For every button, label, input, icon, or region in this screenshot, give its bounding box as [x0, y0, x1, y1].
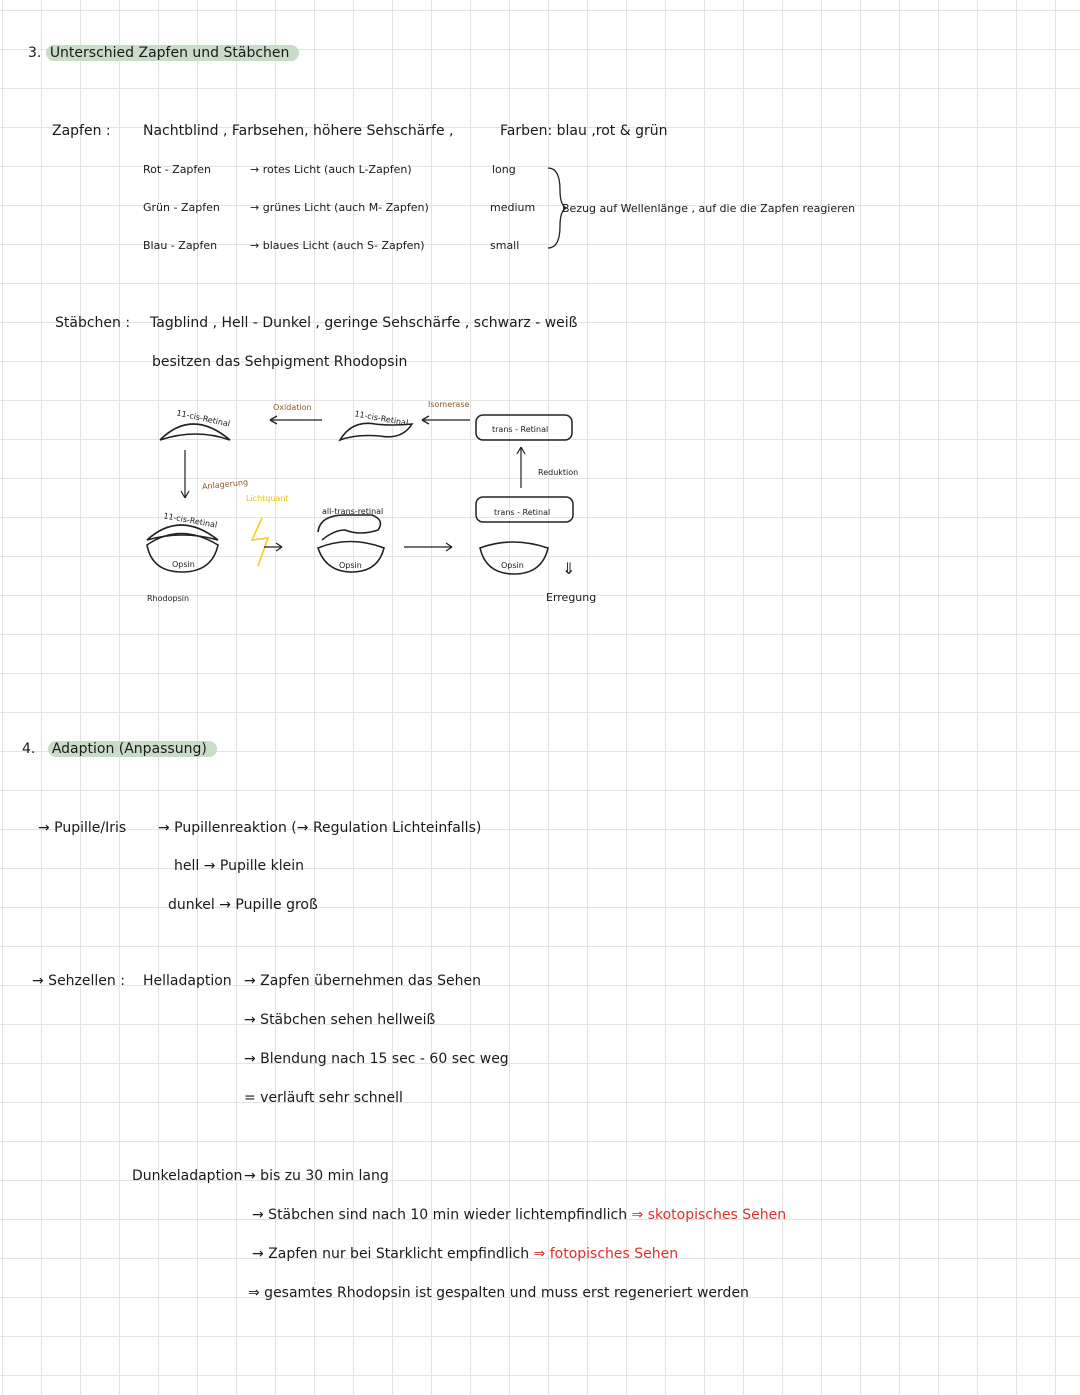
oxidation-label: Oxidation [273, 403, 312, 412]
zapfen-summary: Nachtblind , Farbsehen, höhere Sehschärfe , [143, 123, 454, 139]
blau-zapfen-size: small [490, 239, 520, 252]
cis-retinal-label-2: 11-cis-Retinal [353, 409, 409, 428]
rot-zapfen-name: Rot - Zapfen [143, 163, 212, 176]
blau-zapfen-name: Blau - Zapfen [143, 239, 218, 252]
opsin-label-2: Opsin [339, 561, 362, 570]
cis-retinal-label-3: 11-cis-Retinal [162, 511, 218, 530]
dunkel-line-3 [252, 1245, 678, 1263]
pupillenreaktion: → Pupillenreaktion (→ Regulation Lichteinfalls) [158, 820, 482, 836]
dunkel-line-1: → bis zu 30 min lang [244, 1168, 389, 1184]
fotopisch-text: ⇒ fotopisches Sehen [533, 1246, 679, 1262]
section-4-number: 4. [22, 741, 36, 757]
lichtquant-bolt [252, 518, 268, 566]
zapfen-label: Zapfen : [52, 123, 111, 139]
section-3-number: 3. [28, 45, 42, 61]
blau-zapfen-desc: → blaues Licht (auch S- Zapfen) [250, 239, 425, 252]
hell-line-2: → Stäbchen sehen hellweiß [244, 1012, 436, 1028]
skotopisch-text: ⇒ skotopisches Sehen [631, 1207, 787, 1223]
lichtquant-label: Lichtquant [246, 494, 289, 503]
dunkel-line-2 [252, 1206, 786, 1224]
all-trans-label: all-trans-retinal [322, 507, 384, 516]
opsin-label-1: Opsin [172, 560, 195, 569]
trans-retinal-label-bottom: trans - Retinal [494, 508, 551, 517]
pupille-dunkel: dunkel → Pupille groß [168, 897, 318, 913]
dunkeladaption-title: Dunkeladaption [132, 1168, 243, 1184]
erregung-label: Erregung [546, 591, 597, 604]
rhodopsin-label: Rhodopsin [147, 594, 190, 603]
down-arrow-icon: ⇓ [562, 559, 576, 578]
rot-zapfen-size: long [492, 163, 516, 176]
gruen-zapfen-size: medium [490, 201, 536, 214]
hell-line-3: → Blendung nach 15 sec - 60 sec weg [244, 1051, 509, 1067]
sehzellen-label: → Sehzellen : [32, 973, 125, 989]
staebchen-summary: Tagblind , Hell - Dunkel , geringe Sehschärfe , schwarz - weiß [150, 315, 578, 331]
dunkel-line-4: ⇒ gesamtes Rhodopsin ist gespalten und muss erst regeneriert werden [248, 1285, 749, 1301]
opsin-label-3: Opsin [501, 561, 524, 570]
hell-line-1: → Zapfen übernehmen das Sehen [244, 973, 481, 989]
hell-line-4: = verläuft sehr schnell [244, 1090, 403, 1106]
cis-retinal-label-1: 11-cis-Retinal [175, 408, 231, 429]
dunkel-line-3-text: → Zapfen nur bei Starklicht empfindlich [252, 1246, 530, 1262]
reduktion-label: Reduktion [538, 468, 579, 477]
gruen-zapfen-name: Grün - Zapfen [143, 201, 220, 214]
trans-retinal-label-top: trans - Retinal [492, 425, 549, 434]
isomerase-label: Isomerase [428, 400, 470, 409]
section-3-heading [28, 44, 299, 62]
section-3-title: Unterschied Zapfen und Stäbchen [46, 45, 300, 61]
zapfen-bracket-note: Bezug auf Wellenlänge , auf die die Zapfen reagieren [562, 202, 856, 215]
section-4-title: Adaption (Anpassung) [48, 741, 217, 757]
anlagerung-label: Anlagerung [201, 477, 249, 492]
staebchen-label: Stäbchen : [55, 315, 131, 331]
pupille-hell: hell → Pupille klein [174, 858, 304, 874]
section-4-heading [22, 740, 217, 758]
dunkel-line-2-text: → Stäbchen sind nach 10 min wieder lichtempfindlich [252, 1207, 628, 1223]
helladaption-title: Helladaption [143, 973, 232, 989]
rot-zapfen-desc: → rotes Licht (auch L-Zapfen) [250, 163, 412, 176]
staebchen-pigment: besitzen das Sehpigment Rhodopsin [152, 354, 408, 370]
gruen-zapfen-desc: → grünes Licht (auch M- Zapfen) [250, 201, 429, 214]
pupille-label: → Pupille/Iris [38, 820, 127, 836]
zapfen-colors: Farben: blau ,rot & grün [500, 123, 668, 139]
